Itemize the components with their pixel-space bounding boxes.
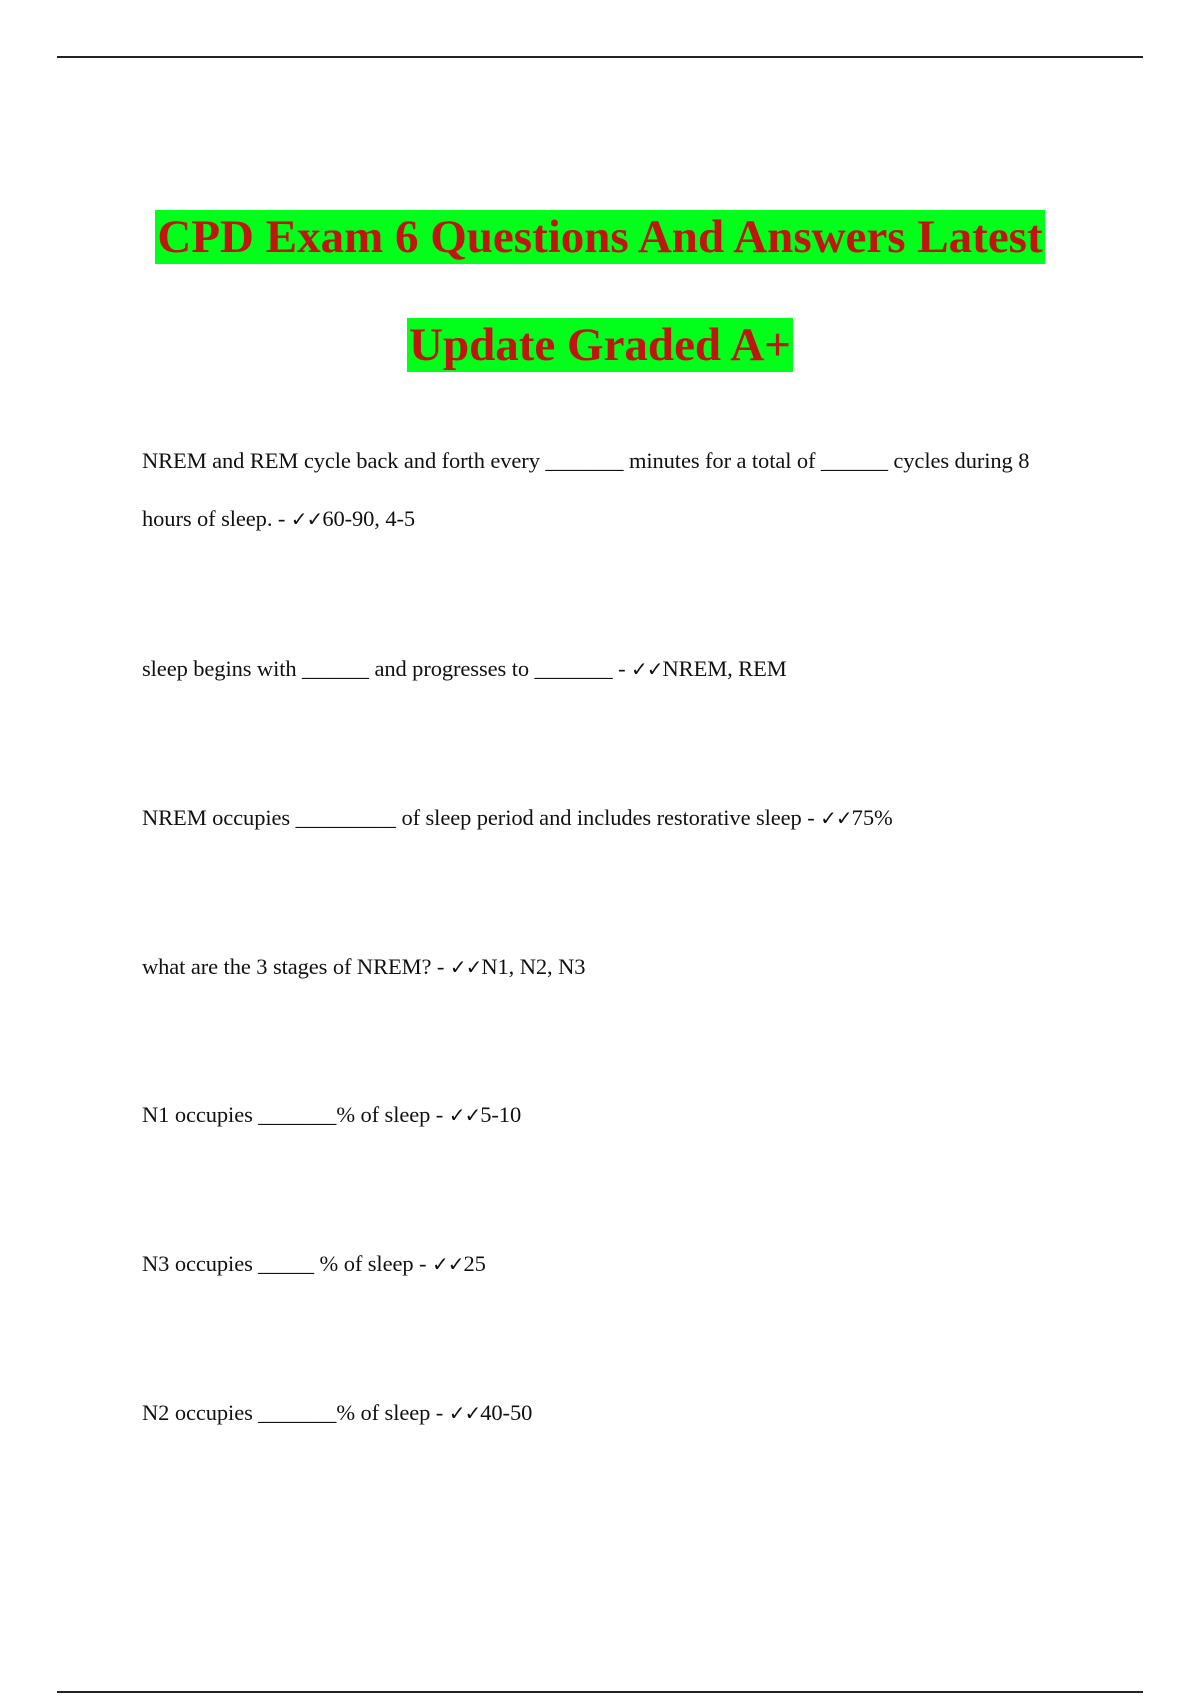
qa-item-7 bbox=[142, 1384, 1082, 1442]
document-title bbox=[0, 210, 1200, 372]
check-icon: ✓✓ bbox=[431, 1252, 464, 1276]
question-text: NREM occupies _________ of sleep period and includes restorative sleep - bbox=[142, 805, 821, 830]
check-icon: ✓✓ bbox=[631, 657, 663, 681]
check-icon: ✓✓ bbox=[290, 507, 323, 531]
qa-item-3 bbox=[142, 789, 1082, 847]
answer-text: N1, N2, N3 bbox=[481, 954, 586, 979]
answer-text: 5-10 bbox=[480, 1102, 522, 1127]
qa-item-4 bbox=[142, 938, 1082, 996]
title-line-2: Update Graded A+ bbox=[409, 319, 791, 371]
question-text: sleep begins with ______ and progresses to _______ - bbox=[142, 656, 632, 681]
check-icon: ✓✓ bbox=[448, 1103, 481, 1127]
qa-item-5 bbox=[142, 1086, 1082, 1144]
answer-text: 60-90, 4-5 bbox=[322, 506, 416, 531]
header-rule bbox=[57, 56, 1143, 58]
question-text: what are the 3 stages of NREM? - bbox=[142, 954, 450, 979]
answer-text: 25 bbox=[463, 1251, 486, 1276]
answer-text: NREM, REM bbox=[662, 656, 787, 681]
answer-text: 40-50 bbox=[480, 1400, 533, 1425]
question-text: NREM and REM cycle back and forth every _______ minutes for a total of ______ cycles during 8 hours of sleep. - bbox=[142, 448, 1030, 531]
title-line-1: CPD Exam 6 Questions And Answers Latest bbox=[157, 211, 1043, 263]
check-icon: ✓✓ bbox=[820, 806, 852, 830]
qa-item-1 bbox=[142, 432, 1082, 548]
qa-item-6 bbox=[142, 1235, 1082, 1293]
check-icon: ✓✓ bbox=[449, 955, 482, 979]
check-icon: ✓✓ bbox=[448, 1401, 481, 1425]
qa-item-2 bbox=[142, 640, 1082, 698]
question-text: N3 occupies _____ % of sleep - bbox=[142, 1251, 432, 1276]
question-text: N2 occupies _______% of sleep - bbox=[142, 1400, 449, 1425]
answer-text: 75% bbox=[851, 805, 893, 830]
question-text: N1 occupies _______% of sleep - bbox=[142, 1102, 449, 1127]
footer-rule bbox=[57, 1691, 1143, 1693]
